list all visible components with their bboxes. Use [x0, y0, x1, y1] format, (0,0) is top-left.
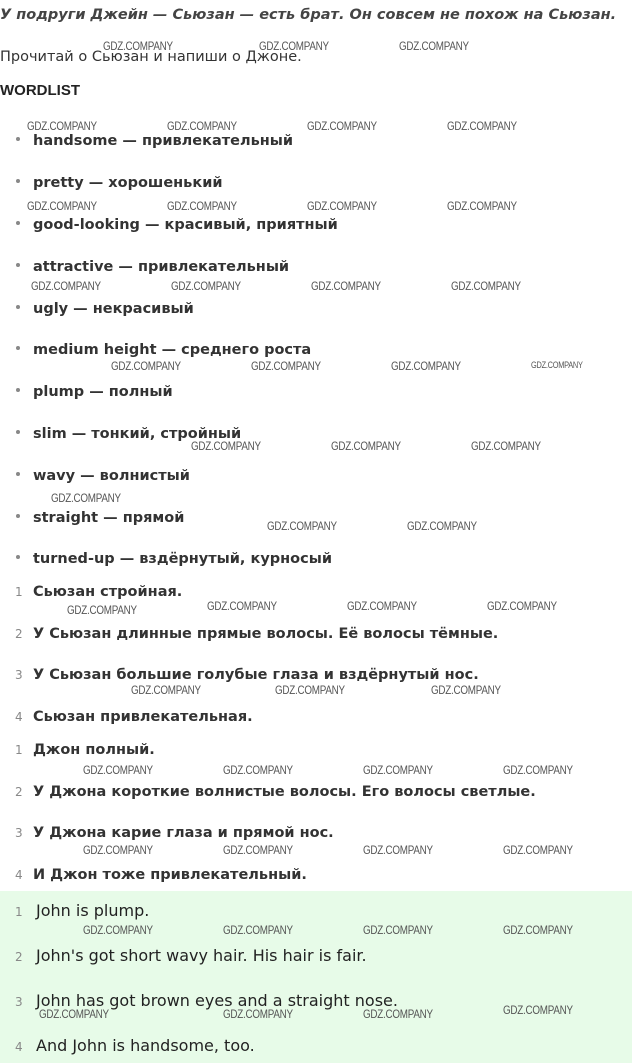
- wordlist-item-text: medium height — среднего роста: [33, 342, 312, 358]
- susan-line: [0, 626, 498, 642]
- line-text: У Сьюзан большие голубые глаза и вздёрнутый нос.: [33, 667, 479, 683]
- watermark: GDZ.COMPANY: [83, 923, 153, 937]
- watermark: GDZ.COMPANY: [167, 199, 237, 213]
- watermark: GDZ.COMPANY: [347, 599, 417, 613]
- line-text: У Джона карие глаза и прямой нос.: [33, 825, 334, 841]
- wordlist-item-text: wavy — волнистый: [33, 468, 190, 484]
- wordlist-item: [16, 259, 289, 275]
- wordlist-header: WORDLIST: [0, 82, 80, 99]
- john-en-line: [0, 946, 367, 965]
- wordlist-item: [16, 468, 190, 484]
- watermark: GDZ.COMPANY: [451, 279, 521, 293]
- watermark: GDZ.COMPANY: [103, 39, 173, 53]
- watermark: GDZ.COMPANY: [431, 683, 501, 697]
- bullet-icon: [16, 221, 20, 225]
- wordlist-item: [16, 510, 184, 526]
- watermark: GDZ.COMPANY: [191, 439, 261, 453]
- wordlist-item: [16, 133, 293, 149]
- line-number: 3: [15, 668, 23, 682]
- wordlist-item-text: attractive — привлекательный: [33, 259, 290, 275]
- bullet-icon: [16, 472, 20, 476]
- watermark: GDZ.COMPANY: [363, 843, 433, 857]
- watermark: GDZ.COMPANY: [487, 599, 557, 613]
- susan-line: [0, 709, 253, 725]
- watermark: GDZ.COMPANY: [31, 279, 101, 293]
- line-number: 2: [15, 627, 23, 641]
- line-text: John's got short wavy hair. His hair is fair.: [36, 946, 367, 965]
- line-number: 3: [15, 995, 23, 1009]
- watermark: GDZ.COMPANY: [363, 763, 433, 777]
- wordlist-item-text: turned-up — вздёрнутый, курносый: [33, 551, 333, 567]
- watermark: GDZ.COMPANY: [471, 439, 541, 453]
- wordlist-item: [16, 175, 223, 191]
- watermark: GDZ.COMPANY: [259, 39, 329, 53]
- watermark: GDZ.COMPANY: [171, 279, 241, 293]
- john-en-line: [0, 901, 149, 920]
- watermark: GDZ.COMPANY: [39, 1007, 109, 1021]
- john-ru-line: [0, 867, 307, 883]
- line-text: Сьюзан привлекательная.: [33, 709, 253, 725]
- watermark: GDZ.COMPANY: [407, 519, 477, 533]
- watermark: GDZ.COMPANY: [251, 359, 321, 373]
- watermark: GDZ.COMPANY: [223, 923, 293, 937]
- wordlist-item-text: pretty — хорошенький: [33, 175, 223, 191]
- watermark: GDZ.COMPANY: [311, 279, 381, 293]
- bullet-icon: [16, 388, 20, 392]
- wordlist-item: [16, 217, 338, 233]
- bullet-icon: [16, 137, 20, 141]
- watermark: GDZ.COMPANY: [503, 843, 573, 857]
- watermark: GDZ.COMPANY: [531, 360, 583, 370]
- line-text: Джон полный.: [33, 742, 155, 758]
- line-number: 4: [15, 1040, 23, 1054]
- susan-line: [0, 667, 479, 683]
- watermark: GDZ.COMPANY: [67, 603, 137, 617]
- watermark: GDZ.COMPANY: [503, 1003, 573, 1017]
- john-ru-line: [0, 784, 536, 800]
- line-text: John has got brown eyes and a straight nose.: [36, 991, 398, 1010]
- watermark: GDZ.COMPANY: [503, 923, 573, 937]
- watermark: GDZ.COMPANY: [27, 199, 97, 213]
- watermark: GDZ.COMPANY: [307, 199, 377, 213]
- watermark: GDZ.COMPANY: [503, 763, 573, 777]
- watermark: GDZ.COMPANY: [83, 763, 153, 777]
- line-text: John is plump.: [36, 901, 150, 920]
- line-text: И Джон тоже привлекательный.: [33, 867, 307, 883]
- watermark: GDZ.COMPANY: [111, 359, 181, 373]
- watermark: GDZ.COMPANY: [167, 119, 237, 133]
- watermark: GDZ.COMPANY: [391, 359, 461, 373]
- task-text: Прочитай о Сьюзан и напиши о Джоне.: [0, 49, 302, 65]
- bullet-icon: [16, 430, 20, 434]
- watermark: GDZ.COMPANY: [275, 683, 345, 697]
- john-ru-line: [0, 742, 155, 758]
- wordlist-item-text: good-looking — красивый, приятный: [33, 217, 338, 233]
- watermark: GDZ.COMPANY: [447, 119, 517, 133]
- line-number: 1: [15, 743, 23, 757]
- wordlist-item-text: ugly — некрасивый: [33, 301, 194, 317]
- watermark: GDZ.COMPANY: [267, 519, 337, 533]
- wordlist-item-text: straight — прямой: [33, 510, 185, 526]
- john-en-line: [0, 1036, 255, 1055]
- line-text: У Сьюзан длинные прямые волосы. Её волосы тёмные.: [33, 626, 499, 642]
- watermark: GDZ.COMPANY: [331, 439, 401, 453]
- watermark: GDZ.COMPANY: [223, 1007, 293, 1021]
- wordlist-item: [16, 384, 173, 400]
- watermark: GDZ.COMPANY: [447, 199, 517, 213]
- line-number: 3: [15, 826, 23, 840]
- bullet-icon: [16, 555, 20, 559]
- bullet-icon: [16, 514, 20, 518]
- wordlist-item: [16, 301, 194, 317]
- watermark: GDZ.COMPANY: [399, 39, 469, 53]
- watermark: GDZ.COMPANY: [207, 599, 277, 613]
- line-number: 1: [15, 905, 23, 919]
- line-text: У Джона короткие волнистые волосы. Его волосы светлые.: [33, 784, 536, 800]
- wordlist-item: [16, 551, 332, 567]
- intro-text: У подруги Джейн — Сьюзан — есть брат. Он совсем не похож на Сьюзан.: [0, 7, 617, 23]
- watermark: GDZ.COMPANY: [223, 763, 293, 777]
- bullet-icon: [16, 179, 20, 183]
- wordlist-item-text: plump — полный: [33, 384, 173, 400]
- wordlist-item-text: handsome — привлекательный: [33, 133, 294, 149]
- watermark: GDZ.COMPANY: [363, 923, 433, 937]
- watermark: GDZ.COMPANY: [307, 119, 377, 133]
- line-number: 4: [15, 710, 23, 724]
- watermark: GDZ.COMPANY: [51, 491, 121, 505]
- bullet-icon: [16, 263, 20, 267]
- wordlist-item-text: slim — тонкий, стройный: [33, 426, 242, 442]
- wordlist-item: [16, 342, 311, 358]
- watermark: GDZ.COMPANY: [131, 683, 201, 697]
- watermark: GDZ.COMPANY: [83, 843, 153, 857]
- bullet-icon: [16, 305, 20, 309]
- john-ru-line: [0, 825, 334, 841]
- line-number: 4: [15, 868, 23, 882]
- line-text: And John is handsome, too.: [36, 1036, 255, 1055]
- line-number: 1: [15, 585, 23, 599]
- susan-line: [0, 584, 182, 600]
- watermark: GDZ.COMPANY: [27, 119, 97, 133]
- line-number: 2: [15, 785, 23, 799]
- watermark: GDZ.COMPANY: [363, 1007, 433, 1021]
- watermark: GDZ.COMPANY: [223, 843, 293, 857]
- bullet-icon: [16, 346, 20, 350]
- line-text: Сьюзан стройная.: [33, 584, 183, 600]
- line-number: 2: [15, 950, 23, 964]
